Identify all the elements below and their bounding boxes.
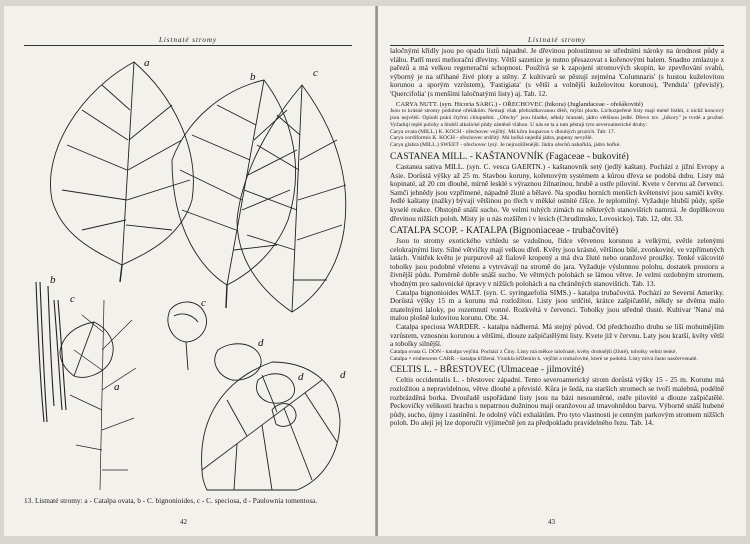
left-page: [4, 6, 376, 536]
page-number-left: 42: [180, 518, 187, 526]
species-entry: Celtis occidentalis L. - břestovec západní. Tento severoamerický strom dorůstá výšky 15 - 25 m. Korunu má rozložitou a nepravidelnou, větve dlouhé a převislé. Kůra je šedá, na starších stromech se tvoří malebná, podélně rozbrázděná borka. Dvouřadě uspořádané listy jsou na bázi nesouměrné, ostře pilovité a dlouze zašpičatělé. Peckovičky velikosti hrachu s nepatrnou dužninou mají oranžovou až tmavohnědou barvu. Výborně snáší hubené půdy, sucho, újmy i zastínění. Je odolný vůči exhalátům. Pro tyto vlastnosti je cenným parkovým stromem nižších poloh. Do alejí jej lze doporučit výjimečně jen za předpokladu pravidelného řezu. Tab. 14.: [390, 375, 724, 428]
figure-caption: 13. Listnaté stromy: a - Catalpa ovata, b - C. bignonioides, c - C. speciosa, d - Paulownia tomentosa.: [24, 496, 318, 505]
genus-heading: CELTIS L. - BŘESTOVEC (Ulmaceae - jilmovité): [390, 365, 584, 376]
botanical-illustration: [22, 50, 356, 496]
paulownia-flower-illustration: [215, 344, 295, 403]
figure-label: d: [340, 369, 346, 381]
figure-label: a: [144, 57, 150, 69]
figure-label: c: [313, 67, 318, 79]
species-entry: Catalpa ovata G. DON - katalpa vejčitá. Pochází z Číny. Listy má měkce laločnaté, květy drobnější (žluté), tobolky velmi tenké.: [390, 348, 677, 355]
page-number-right: 43: [548, 518, 555, 526]
species-entry: Catalpa × erubescens CARR. - katalpa křížená. Vznikla křížením k. vejčité a trubačovité, které se podobá. Listy mívá často nasčervenalé.: [390, 355, 698, 362]
leaf-d-illustration: [202, 362, 340, 490]
header-rule-left: [24, 45, 352, 46]
figure-label: b: [250, 71, 256, 83]
species-entry: Carya ovata (MILL.) K. KOCH - ořechovec vejčitý. Má kůru loupavou v dlouhých pruzích. Tab: 17.: [390, 128, 616, 135]
species-entry: Carya glabra (MILL.) SWEET - ořechovec lysý. Je nejrozšířenější. Jádra ořechů nahořklá, jádro hořké.: [390, 142, 621, 149]
catalpa-flower-illustration: [168, 302, 207, 370]
figure-label: b: [50, 274, 56, 286]
species-entry: Carya cordiformis K. KOCH - ořechovec srdčitý. Má hořká nejedlá jádra, pupeny nevyšlé.: [390, 135, 593, 142]
leaf-c-illustration: [237, 85, 346, 312]
paragraph: Castanea sativa MILL. (syn. C. vesca GAERTN.) - kaštanovník setý (jedlý kaštan). Pochází z jižní Evropy a Asie. Dorůstá výšky až 25 m. Stavbou koruny, kořenovým systémem a kůrou dřeva se podobá dubu. Listy má kopinaté, až 20 cm dlouhé, mírně lesklé s výraznou žilnatinou, hrubě a ostře pilovité. Kvete v červnu až červenci. Samčí jehnědy jsou vzpřímené, nápadně žluté a bělavé. Na spodku horních menších květenství jsou samičí květy. Jedlé kaštany (nažky) bývají většinou po třech v měkké ostnité číšce. Je teplomilný. Vyžaduje hlubší půdy, spíše kyselé reakce. Obstojně snáší sucho. Ve velmi tuhých zimách na některých stanovištích namrzá. Je doplňkovou dřevinou nižších poloh. Místy je u nás rozšířen i v lesích (Chrudimsko, Lovosicko). Tab. 12, obr. 33.: [390, 161, 724, 223]
genus-heading: CATALPA SCOP. - KATALPA (Bignoniaceae - trubačovité): [390, 226, 619, 237]
right-page: [378, 6, 746, 536]
body-text: [390, 47, 724, 428]
leaf-b-illustration: [172, 80, 297, 308]
figure-label: d: [298, 371, 304, 383]
paragraph: laločnými křídly jsou po opadu listů nápadné. Je dřevinou polostinnou se středními nároky na úrodnost půdy a vláhu. Patří mezi meliorační dřeviny. Větší sazenice je nutno přesazovat s kořenovými balem. Snadno zmlazuje z pařezů a má velkou regenerační schopnost. Používá se k zapojení stromových skupin, ke zpevňování svahů, výborný je na stříhané živé ploty a stěny. Z kultivarů se pěstují zejména 'Columnaris' (s hustou kuželovitou korunou a sporým vzrůstem), 'Fastigiata' (s větší a volnější kuželovitou korunou), 'Pendula' (převislý), 'Quercifolia' (s menšími laločnatými listy) aj. Tab. 12.: [390, 46, 724, 98]
seed-pods-illustration: [36, 282, 66, 422]
small-leaf-illustration: [60, 322, 113, 377]
figure-label: c: [70, 293, 75, 305]
species-entry: Catalpa bignonioides WALT. (syn. C. syringaefolia SIMS.) - katalpa trubačovitá. Pochází ze Severní Ameriky. Dorůstá výšky 15 m a korunu má rozložitou. Listy jsou srdčité, krátce zašpičatělé, někdy se dvěma málo znatelnými laloky, po rozemnutí vonné. Rozkvétá v červenci. Tobolky jsou středně tlusté. Kultivar 'Nana' má malou plošně kulovitou korunu. Obr. 34.: [390, 287, 724, 323]
genus-heading: CARYA NUTT. (syn. Hicoria SARG.) - OŘECHOVEC (hikora) (Juglandaceae - ořešákovité): [396, 100, 643, 108]
species-entry: Catalpa speciosa WARDER. - katalpa nádherná. Má stejný původ. Od předchozího druhu se liší mohutnějším vzrůstem, vznosnou korunou a většími, dlouze zašpičatělými listy. Kvete již v červnu. Laty jsou kratší, květy větší a tobolky silnější.: [390, 322, 724, 349]
paragraph: Jsou to stromy exotického vzhledu se vzdušnou, řídce větvenou korunou a velkými, světle zelenými celokrajnými listy. Silné větvičky mají velkou dřeň. Květy jsou krásné, většinou bílé, zvonkovité, ve vzpřímených latách. Vnitřek květu je purpurově až fialově kropený a má dva žluté nebo oranžové proužky. Tenké válcovité tobolky jsou podobné vřetenu a vytrvávají na stromě do jara. Vyžaduje výslunnou polohu, dostatek prostoru a živnější půdu. Poměrně dobře snáší sucho. Ve větrných polohách se lámou větve. Je velmi ozdobným stromem, vhodným pro sadovnické úpravy v nižších polohách a na chráněných stanovištích. Tab. 13.: [390, 236, 724, 289]
running-head-left: Listnaté stromy: [158, 36, 218, 44]
figure-label: a: [114, 381, 120, 393]
figure-label: d: [258, 337, 264, 349]
paragraph: Jsou to krásné stromy podobné ořešákům. Nemají však přehrádkovanou dřeň, mýtní plodu. Lichozpeřené listy mají méně lístků, z nichž koncový jsou největší. Oplodí pukú čtyřmi chlopněmi. „Ořechy" jsou hladké, někdy hranaté, jádro většinou jedlé. Dřevo tzv. „hikory" je tvrdé a pružné. Vyžadují teplé polohy a hlubší alkalické půdy záměně vláhou. U nás se ta a tam pěstují tyto severoamerické druhy:: [390, 108, 724, 128]
running-head-right: Listnaté stromy: [527, 36, 587, 44]
figure-label: c: [201, 297, 206, 309]
genus-heading: CASTANEA MILL. - KAŠTANOVNÍK (Fagaceae - bukovité): [390, 151, 629, 162]
